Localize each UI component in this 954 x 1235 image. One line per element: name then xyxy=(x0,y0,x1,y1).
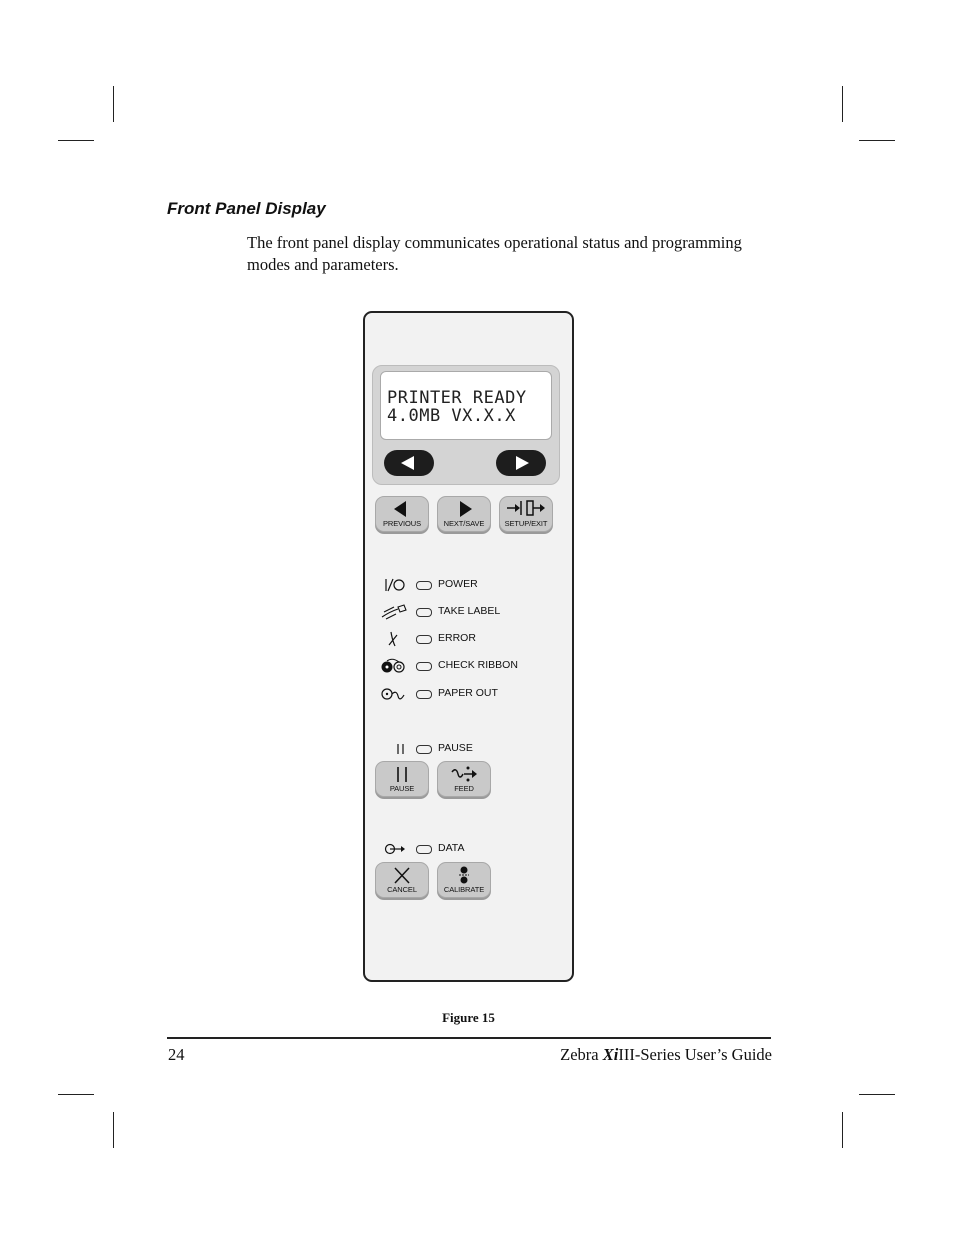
check-ribbon-led xyxy=(416,662,432,671)
previous-label: PREVIOUS xyxy=(383,519,421,528)
cancel-button-label: CANCEL xyxy=(387,885,417,894)
take-label-led xyxy=(416,608,432,617)
page-number: 24 xyxy=(168,1045,185,1064)
pause-label: PAUSE xyxy=(438,742,473,754)
crop-mark xyxy=(58,140,94,141)
figure-caption: Figure 15 xyxy=(442,1010,495,1025)
lcd-line-1: PRINTER READY xyxy=(387,388,527,408)
data-icon xyxy=(380,840,410,858)
error-label: ERROR xyxy=(438,632,476,644)
error-indicator xyxy=(380,630,565,648)
crop-mark xyxy=(58,1094,94,1095)
lcd-right-button[interactable] xyxy=(496,450,546,476)
next-save-button[interactable] xyxy=(437,496,491,532)
data-led xyxy=(416,845,432,854)
paper-out-led xyxy=(416,690,432,699)
lcd-left-button[interactable] xyxy=(384,450,434,476)
take-label-indicator xyxy=(380,603,565,621)
lcd-line-2: 4.0MB VX.X.X xyxy=(387,406,516,426)
left-arrow-icon xyxy=(384,450,434,476)
right-arrow-icon xyxy=(496,450,546,476)
error-led xyxy=(416,635,432,644)
paper-out-icon xyxy=(380,685,410,703)
lcd-screen xyxy=(380,371,552,440)
setup-exit-label: SETUP/EXIT xyxy=(504,519,548,528)
data-indicator xyxy=(380,840,565,858)
pause-icon xyxy=(380,740,408,758)
calibrate-button[interactable] xyxy=(437,862,491,898)
crop-mark xyxy=(842,86,843,122)
check-ribbon-label: CHECK RIBBON xyxy=(438,659,518,671)
footer-title-prefix: Zebra xyxy=(560,1045,603,1064)
footer-rule xyxy=(167,1037,771,1039)
footer-title xyxy=(560,1045,772,1065)
crop-mark xyxy=(113,86,114,122)
display-bezel xyxy=(372,365,560,485)
setup-exit-button[interactable] xyxy=(499,496,553,532)
next-save-label: NEXT/SAVE xyxy=(443,519,485,528)
footer-title-suffix: III-Series User’s Guide xyxy=(618,1045,772,1064)
crop-mark xyxy=(859,1094,895,1095)
pause-led xyxy=(416,745,432,754)
feed-button[interactable] xyxy=(437,761,491,797)
paper-out-label: PAPER OUT xyxy=(438,687,498,699)
feed-button-label: FEED xyxy=(454,784,474,793)
ribbon-icon xyxy=(380,657,410,675)
previous-button[interactable] xyxy=(375,496,429,532)
pause-indicator xyxy=(380,740,565,758)
crop-mark xyxy=(113,1112,114,1148)
check-ribbon-indicator xyxy=(380,657,565,675)
pause-button-label: PAUSE xyxy=(389,784,415,793)
pause-button[interactable] xyxy=(375,761,429,797)
power-indicator xyxy=(380,576,565,594)
front-panel xyxy=(363,311,574,982)
error-icon xyxy=(380,630,408,648)
crop-mark xyxy=(859,140,895,141)
intro-paragraph: The front panel display communicates operational status and programming modes and parameters. xyxy=(247,233,742,274)
paper-out-indicator xyxy=(380,685,565,703)
power-label: POWER xyxy=(438,578,478,590)
power-led xyxy=(416,581,432,590)
crop-mark xyxy=(842,1112,843,1148)
data-label: DATA xyxy=(438,842,465,854)
cancel-button[interactable] xyxy=(375,862,429,898)
calibrate-button-label: CALIBRATE xyxy=(443,885,485,894)
footer-title-italic: Xi xyxy=(602,1045,619,1064)
section-title: Front Panel Display xyxy=(167,199,326,218)
take-label-icon xyxy=(380,603,410,621)
power-icon xyxy=(380,576,408,594)
take-label-label: TAKE LABEL xyxy=(438,605,501,617)
